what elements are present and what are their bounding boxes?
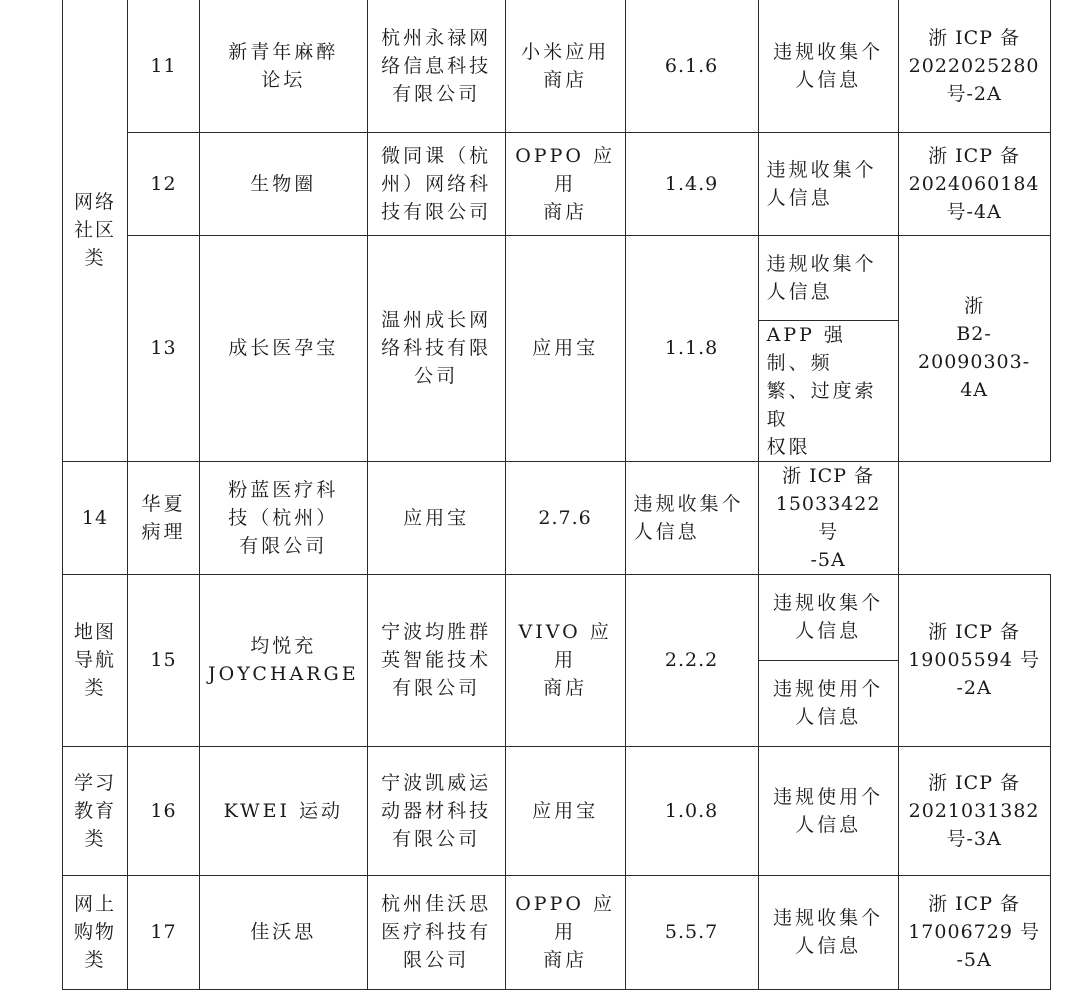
violation: 违规使用个 人信息: [758, 746, 898, 875]
table-row: [63, 235, 1051, 320]
app-name: 生物圈: [200, 132, 368, 235]
icp-license: 浙 ICP 备 2024060184 号-4A: [898, 132, 1050, 235]
table-row: [63, 746, 1051, 875]
app-store: 小米应用 商店: [505, 0, 625, 132]
row-number: 16: [128, 746, 200, 875]
table-row: [63, 875, 1051, 989]
app-version: 6.1.6: [625, 0, 758, 132]
violation: 违规收集个 人信息: [758, 0, 898, 132]
icp-license: 浙 B2-20090303- 4A: [898, 235, 1050, 461]
category-cell-edu: 学习 教育 类: [63, 746, 128, 875]
icp-license: 浙 ICP 备 19005594 号 -2A: [898, 574, 1050, 746]
violation: 违规收集个 人信息: [758, 235, 898, 320]
app-store: OPPO 应用 商店: [505, 132, 625, 235]
row-number: 11: [128, 0, 200, 132]
app-version: 1.0.8: [625, 746, 758, 875]
app-version: 1.1.8: [625, 235, 758, 461]
developer: 粉蓝医疗科 技（杭州） 有限公司: [200, 461, 368, 574]
developer: 微同课（杭 州）网络科 技有限公司: [367, 132, 505, 235]
row-number: 14: [63, 461, 128, 574]
app-name: 均悦充 JOYCHARGE: [200, 574, 368, 746]
row-number: 17: [128, 875, 200, 989]
table-row: [63, 0, 1051, 132]
icp-license: 浙 ICP 备 2022025280 号-2A: [898, 0, 1050, 132]
violation: 违规收集个 人信息: [625, 461, 758, 574]
table-row: [63, 132, 1051, 235]
app-name: 华夏病理: [128, 461, 200, 574]
app-name: KWEI 运动: [200, 746, 368, 875]
app-store: VIVO 应用 商店: [505, 574, 625, 746]
app-name: 成长医孕宝: [200, 235, 368, 461]
icp-license: 浙 ICP 备 2021031382 号-3A: [898, 746, 1050, 875]
app-version: 1.4.9: [625, 132, 758, 235]
category-cell-shop: 网上 购物 类: [63, 875, 128, 989]
developer: 杭州佳沃思 医疗科技有 限公司: [367, 875, 505, 989]
row-number: 15: [128, 574, 200, 746]
app-store: 应用宝: [505, 235, 625, 461]
app-store: 应用宝: [505, 746, 625, 875]
app-name: 佳沃思: [200, 875, 368, 989]
table-row: [63, 574, 1051, 660]
violation: 违规收集个 人信息: [758, 875, 898, 989]
app-violation-table: [62, 0, 1051, 990]
app-version: 5.5.7: [625, 875, 758, 989]
table-row: [63, 461, 1051, 574]
developer: 宁波均胜群 英智能技术 有限公司: [367, 574, 505, 746]
violation: 违规收集个 人信息: [758, 132, 898, 235]
category-cell-map: 地图 导航 类: [63, 574, 128, 746]
icp-license: 浙 ICP 备 17006729 号 -5A: [898, 875, 1050, 989]
category-cell-social: 网络 社区 类: [63, 0, 128, 461]
violation-secondary: APP 强制、频 繁、过度索取 权限: [758, 320, 898, 461]
icp-license: 浙 ICP 备 15033422 号 -5A: [758, 461, 898, 574]
developer: 温州成长网 络科技有限 公司: [367, 235, 505, 461]
row-number: 13: [128, 235, 200, 461]
violation: 违规收集个 人信息: [758, 574, 898, 660]
app-name: 新青年麻醉 论坛: [200, 0, 368, 132]
developer: 杭州永禄网 络信息科技 有限公司: [367, 0, 505, 132]
app-store: OPPO 应用 商店: [505, 875, 625, 989]
row-number: 12: [128, 132, 200, 235]
developer: 宁波凯威运 动器材科技 有限公司: [367, 746, 505, 875]
violation-secondary: 违规使用个 人信息: [758, 660, 898, 746]
app-version: 2.2.2: [625, 574, 758, 746]
app-store: 应用宝: [367, 461, 505, 574]
app-version: 2.7.6: [505, 461, 625, 574]
